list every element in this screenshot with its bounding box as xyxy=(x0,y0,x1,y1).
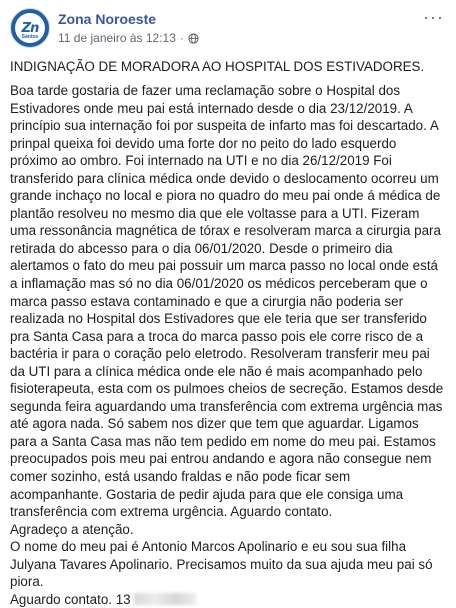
redacted-phone xyxy=(134,593,196,605)
post-body-text: Boa tarde gostaria de fazer uma reclamação sobre o Hospital dos Estivadores onde meu pai está internado desde o dia 23/12/2019. A princípio sua internação foi por suspeita de infarto mas foi descartado. A prinpal queixa foi devido uma forte dor no peito do lado esquerdo próximo ao ombro. Foi internado na UTI e no dia 26/12/2019 Foi transferido para clínica médica onde devido o deslocamento ocorreu um grande inchaço no local e piora no quadro do meu pai onde á médica de plantão resolveu no mesmo dia que ele voltasse para a UTI. Fizeram uma ressonância magnética de tórax e resolveram marca a cirurgia para retirada do abcesso para o dia 06/01/2020. Desde o primeiro dia alertamos o fato do meu pai possuir um marca passo no local onde está a inflamação mas só no dia 06/01/2020 os médicos perceberam que o marca passo estava contaminado e que a cirurgia não poderia ser realizada no Hospital dos Estivadores que ele teria que ser transferido pra Santa Casa para a troca do marca passo pois ele corre risco de a bactéria ir para o coração pelo eletrodo. Resolveram transferir meu pai da UTI para a clínica médica onde ele não é mais acompanhado pelo fisioterapeuta, esta com os pulmoes cheios de secreção. Estamos desde segunda feira aguardando uma transferência com extrema urgência mas até agora nada. Só sabem nos dizer que tem que aguardar. Ligamos para a Santa Casa mas não tem pedido em nome do meu pai. Estamos preocupados pois meu pai entrou andando e agora não consegue nem comer sozinho, está usando fraldas e não pode ficar sem acompanhante. Gostaria de pedir ajuda para que ele consiga uma transferência com extrema urgência. Aguardo contato. Agradeço a atenção. O nome do meu pai é Antonio Marcos Apolinario e eu sou sua filha Julyana Tavares Apolinario. Precisamos muito da sua ajuda meu pai só piora. xyxy=(10,83,444,590)
post-title: INDIGNAÇÃO DE MORADORA AO HOSPITAL DOS ESTIVADORES. xyxy=(10,59,425,74)
avatar-logo-text: Zn xyxy=(21,20,39,36)
meta-separator: · xyxy=(179,31,184,45)
page-avatar[interactable] xyxy=(10,8,50,48)
page-logo-icon xyxy=(15,13,45,43)
more-options-icon[interactable]: ··· xyxy=(423,7,444,27)
globe-icon[interactable] xyxy=(188,33,199,44)
post-timestamp[interactable]: 11 de janeiro às 12:13 xyxy=(58,31,176,45)
post-meta xyxy=(58,8,446,46)
post-header xyxy=(10,8,446,52)
contact-label: Aguardo contato. 13 xyxy=(10,591,131,607)
avatar-logo-subtext: Santos xyxy=(21,34,39,40)
post-subline xyxy=(58,30,446,46)
post-body xyxy=(10,82,446,608)
page-name-link[interactable]: Zona Noroeste xyxy=(58,11,157,27)
